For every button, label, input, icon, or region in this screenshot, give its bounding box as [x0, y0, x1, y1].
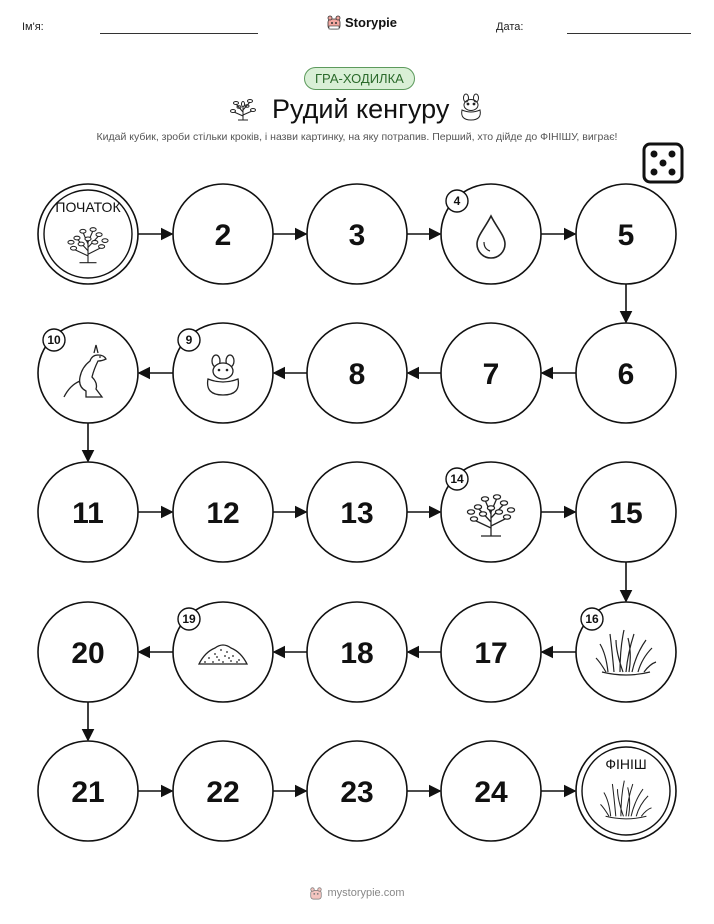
board-cell-23	[307, 741, 407, 841]
page-title: Рудий кенгуру	[272, 94, 450, 124]
board-cell-19	[173, 602, 273, 702]
board-cell-16	[576, 602, 676, 702]
cell-number: 22	[206, 776, 240, 809]
board-cell-14	[441, 462, 541, 562]
cell-number: 10	[47, 333, 61, 347]
cell-number: 15	[609, 497, 643, 530]
finish-label: ФІНІШ	[605, 756, 647, 772]
cell-number: 13	[340, 497, 374, 530]
footer	[0, 886, 714, 900]
board-cell-20	[38, 602, 138, 702]
board-cell-9	[173, 323, 273, 423]
start-label: ПОЧАТОК	[55, 199, 121, 215]
storypie-mascot-icon	[309, 886, 323, 900]
board-cell-4	[441, 184, 541, 284]
cell-number: 14	[450, 472, 464, 486]
cell-number: 18	[340, 637, 374, 670]
board-cell-25	[576, 741, 676, 841]
cell-number: 16	[585, 612, 599, 626]
cell-number: 2	[214, 219, 232, 252]
board-cell-11	[38, 462, 138, 562]
footer-url[interactable]: mystorypie.com	[327, 887, 405, 899]
board-cell-21	[38, 741, 138, 841]
board-cell-3	[307, 184, 407, 284]
cell-number: 20	[71, 637, 105, 670]
board-cell-1	[38, 184, 138, 284]
board-cell-2	[173, 184, 273, 284]
board-cell-15	[576, 462, 676, 562]
board-cell-5	[576, 184, 676, 284]
cell-number: 21	[71, 776, 105, 809]
cell-number: 12	[206, 497, 240, 530]
board-cell-7	[441, 323, 541, 423]
board-cell-12	[173, 462, 273, 562]
board-cell-22	[173, 741, 273, 841]
game-type-badge: ГРА-ХОДИЛКА	[304, 67, 415, 90]
board-cell-24	[441, 741, 541, 841]
cell-number: 3	[348, 219, 366, 252]
cell-number: 23	[340, 776, 374, 809]
board-cell-6	[576, 323, 676, 423]
instructions: Кидай кубик, зроби стільки кроків, і назви картинку, на яку потрапив. Перший, хто дійде до ФІНІШУ, виграє!	[96, 131, 618, 143]
cell-number: 9	[185, 333, 193, 347]
cell-number: 19	[182, 612, 196, 626]
board-cell-18	[307, 602, 407, 702]
board-cell-13	[307, 462, 407, 562]
cell-number: 4	[453, 194, 461, 208]
cell-number: 5	[617, 219, 635, 252]
brand-name: Storypie	[345, 14, 398, 30]
name-label: Ім'я:	[22, 21, 44, 33]
board-cell-10	[38, 323, 138, 423]
board-cell-17	[441, 602, 541, 702]
board-cell-8	[307, 323, 407, 423]
cell-number: 8	[348, 358, 366, 391]
cell-number: 7	[482, 358, 500, 391]
cell-number: 11	[72, 497, 104, 530]
cell-number: 24	[474, 776, 508, 809]
cell-number: 17	[474, 637, 508, 670]
cell-number: 6	[617, 358, 635, 391]
date-label: Дата:	[496, 21, 524, 33]
